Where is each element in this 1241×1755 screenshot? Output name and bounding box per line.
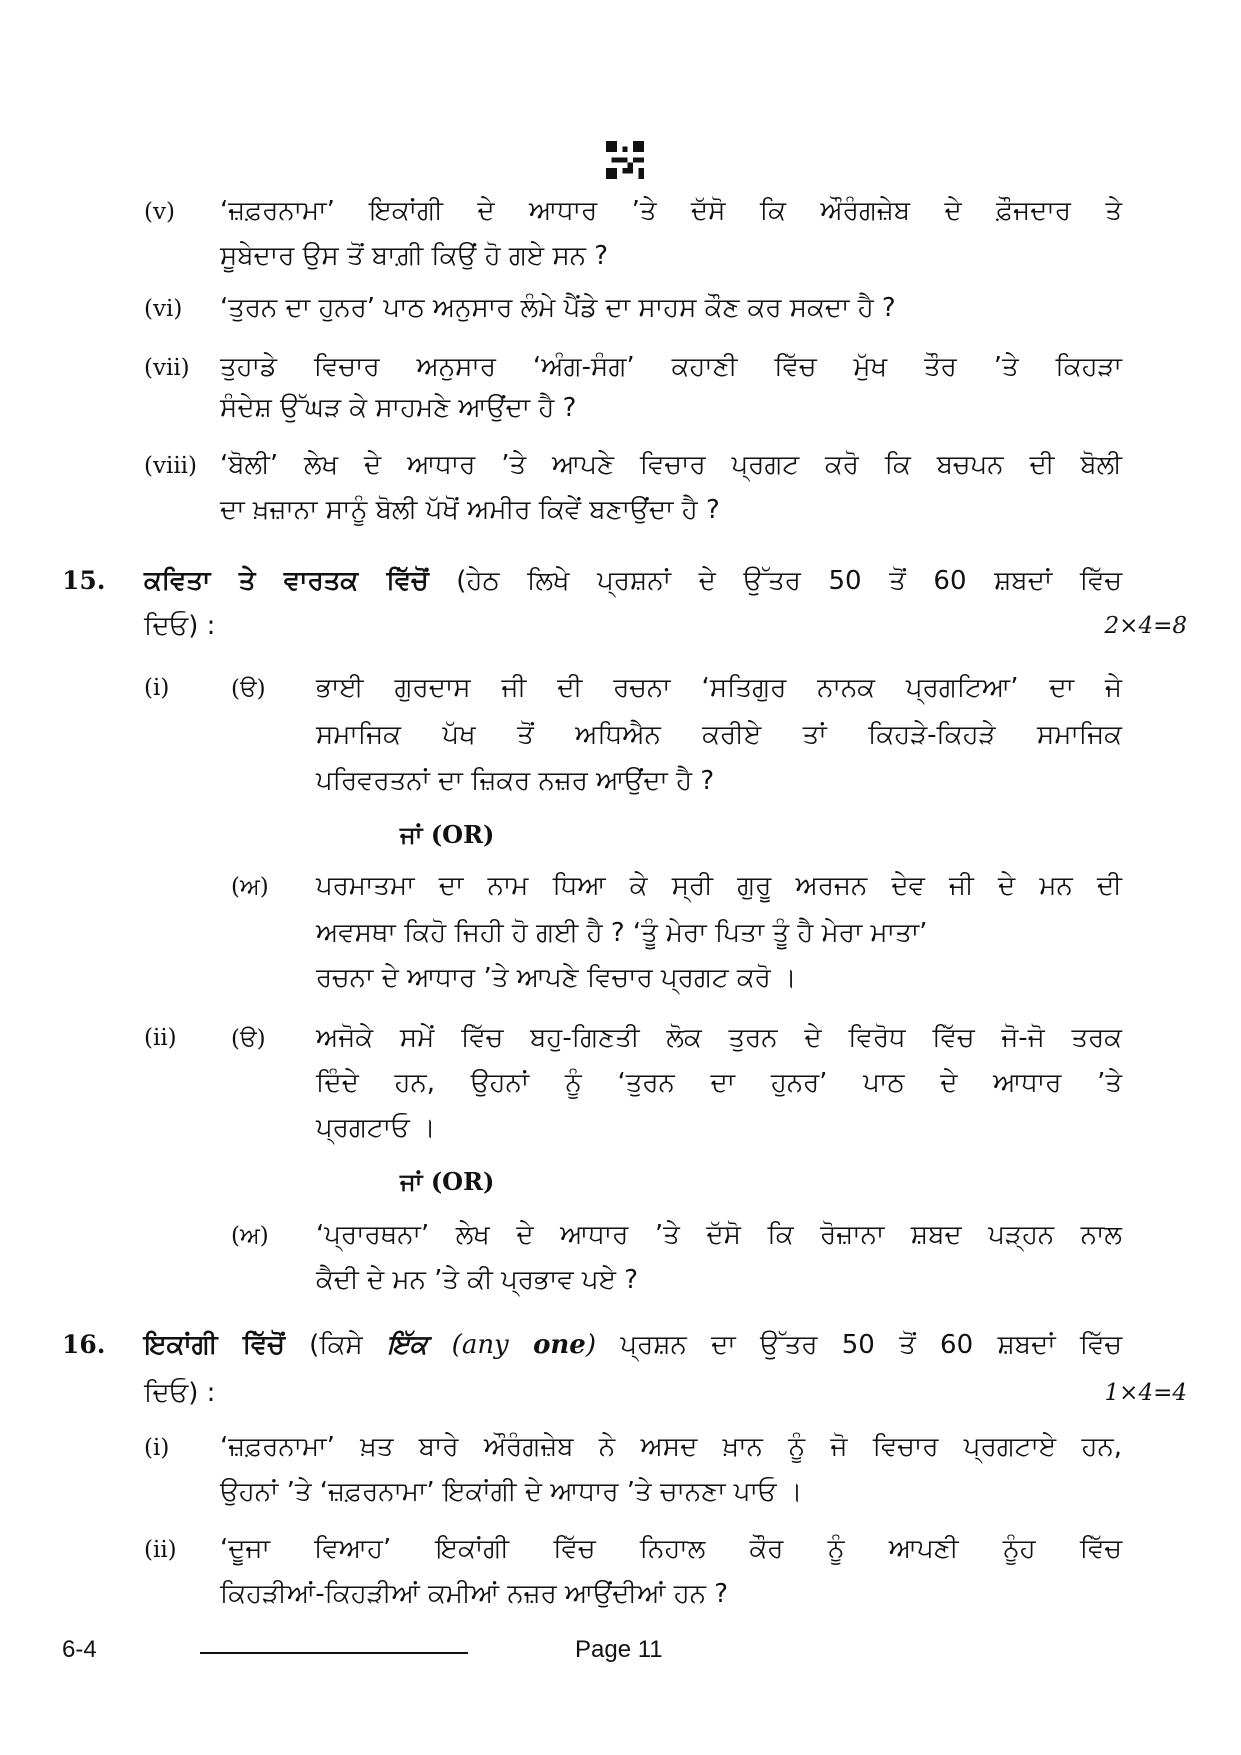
instruction-text: (ਕਿਸੇ <box>284 1330 388 1360</box>
question-label: (vii) <box>144 355 190 381</box>
question-label: (ਅ) <box>231 874 269 900</box>
qr-code-icon <box>606 141 644 179</box>
question-14-vii-line: ਤੁਹਾਡੇ ਵਿਚਾਰ ਅਨੁਸਾਰ ‘ਅੰਗ-ਸੰਗ’ ਕਹਾਣੀ ਵਿੱਚ ਮੁੱਖ ਤੌਰ ’ਤੇ ਕਿਹੜਾ <box>220 352 1122 382</box>
instruction-text: (ਹੇਠ ਲਿਖੇ ਪ੍ਰਸ਼ਨਾਂ ਦੇ ਉੱਤਰ 50 ਤੋਂ 60 ਸ਼ਬਦਾਂ ਵਿੱਚ <box>428 566 1122 596</box>
emphasis-one: one <box>533 1330 586 1360</box>
question-15-i-a-line: ਪਰਿਵਰਤਨਾਂ ਦਾ ਜ਼ਿਕਰ ਨਜ਼ਰ ਆਉਂਦਾ ਹੈ ? <box>316 766 715 796</box>
question-14-viii-line: ‘ਬੋਲੀ’ ਲੇਖ ਦੇ ਆਧਾਰ ’ਤੇ ਆਪਣੇ ਵਿਚਾਰ ਪ੍ਰਗਟ ਕਰੋ ਕਿ ਬਚਪਨ ਦੀ ਬੋਲੀ <box>220 450 1122 480</box>
question-16-instruction <box>144 1328 1122 1362</box>
question-label: (ਅ) <box>231 1223 269 1249</box>
question-number: 16. <box>62 1330 106 1359</box>
or-separator <box>400 818 494 852</box>
page-number: Page 11 <box>575 1636 663 1663</box>
question-15-ii-b-line: ਕੈਦੀ ਦੇ ਮਨ ’ਤੇ ਕੀ ਪ੍ਰਭਾਵ ਪਏ ? <box>316 1265 639 1295</box>
instruction-text: ਪ੍ਰਸ਼ਨ ਦਾ ਉੱਤਰ 50 ਤੋਂ 60 ਸ਼ਬਦਾਂ ਵਿੱਚ <box>596 1330 1123 1360</box>
question-16-i-line: ‘ਜ਼ਫ਼ਰਨਾਮਾ’ ਖ਼ਤ ਬਾਰੇ ਔਰੰਗਜ਼ੇਬ ਨੇ ਅਸਦ ਖ਼ਾਨ ਨੂੰ ਜੋ ਵਿਚਾਰ ਪ੍ਰਗਟਾਏ ਹਨ, <box>220 1432 1122 1462</box>
question-14-vi-line: ‘ਤੁਰਨ ਦਾ ਹੁਨਰ’ ਪਾਠ ਅਨੁਸਾਰ ਲੰਮੇ ਪੈਂਡੇ ਦਾ ਸਾਹਸ ਕੌਣ ਕਰ ਸਕਦਾ ਹੈ ? <box>220 293 896 323</box>
or-english: (OR) <box>430 820 495 849</box>
footer-divider <box>200 1652 468 1654</box>
question-14-viii-line: ਦਾ ਖ਼ਜ਼ਾਨਾ ਸਾਨੂੰ ਬੋਲੀ ਪੱਖੋਂ ਅਮੀਰ ਕਿਵੇਂ ਬਣਾਉਂਦਾ ਹੈ ? <box>220 495 720 525</box>
question-label: (ii) <box>144 1537 177 1563</box>
question-label: (v) <box>144 199 175 225</box>
question-label: (ੳ) <box>231 676 266 702</box>
marks: 2×4=8 <box>1104 613 1187 639</box>
question-label: (ii) <box>144 1025 177 1051</box>
question-label: (vi) <box>144 296 183 322</box>
question-15-ii-a-line: ਅਜੋਕੇ ਸਮੇਂ ਵਿੱਚ ਬਹੁ-ਗਿਣਤੀ ਲੋਕ ਤੁਰਨ ਦੇ ਵਿਰੋਧ ਵਿੱਚ ਜੋ-ਜੋ ਤਰਕ <box>316 1023 1122 1053</box>
paper-code: 6-4 <box>62 1636 97 1663</box>
or-punjabi: ਜਾਂ <box>400 821 423 849</box>
or-english: (OR) <box>430 1167 495 1196</box>
question-label: (viii) <box>144 453 198 479</box>
instruction-close: ) <box>585 1330 597 1360</box>
instruction-line2: ਦਿਓ) : <box>144 1378 216 1408</box>
marks: 1×4=4 <box>1104 1380 1187 1406</box>
question-16-i-line: ਉਹਨਾਂ ’ਤੇ ‘ਜ਼ਫ਼ਰਨਾਮਾ’ ਇਕਾਂਗੀ ਦੇ ਆਧਾਰ ’ਤੇ ਚਾਨਣਾ ਪਾਓ । <box>220 1477 803 1507</box>
or-punjabi: ਜਾਂ <box>400 1168 423 1196</box>
emphasis-one-punjabi: ਇੱਕ <box>387 1330 428 1360</box>
question-15-ii-b-line: ‘ਪ੍ਰਾਰਥਨਾ’ ਲੇਖ ਦੇ ਆਧਾਰ ’ਤੇ ਦੱਸੋ ਕਿ ਰੋਜ਼ਾਨਾ ਸ਼ਬਦ ਪੜ੍ਹਨ ਨਾਲ <box>316 1220 1122 1250</box>
question-15-i-b-line: ਰਚਨਾ ਦੇ ਆਧਾਰ ’ਤੇ ਆਪਣੇ ਵਿਚਾਰ ਪ੍ਰਗਟ ਕਰੋ । <box>316 963 797 993</box>
question-15-i-b-line: ਪਰਮਾਤਮਾ ਦਾ ਨਾਮ ਧਿਆ ਕੇ ਸ੍ਰੀ ਗੁਰੂ ਅਰਜਨ ਦੇਵ ਜੀ ਦੇ ਮਨ ਦੀ <box>316 871 1122 901</box>
question-15-i-b-line: ਅਵਸਥਾ ਕਿਹੋ ਜਿਹੀ ਹੋ ਗਈ ਹੈ ? ‘ਤੂੰ ਮੇਰਾ ਪਿਤਾ ਤੂੰ ਹੈ ਮੇਰਾ ਮਾਤਾ’ <box>316 918 928 948</box>
question-label: (i) <box>144 675 170 701</box>
question-label: (i) <box>144 1435 170 1461</box>
question-15-i-a-line: ਭਾਈ ਗੁਰਦਾਸ ਜੀ ਦੀ ਰਚਨਾ ‘ਸਤਿਗੁਰ ਨਾਨਕ ਪ੍ਰਗਟਿਆ’ ਦਾ ਜੇ <box>316 673 1122 703</box>
question-14-v-line: ਸੂਬੇਦਾਰ ਉਸ ਤੋਂ ਬਾਗ਼ੀ ਕਿਉਂ ਹੋ ਗਏ ਸਨ ? <box>220 241 609 271</box>
question-label: (ੳ) <box>231 1026 266 1052</box>
question-15-instruction <box>144 564 1122 598</box>
question-15-i-a-line: ਸਮਾਜਿਕ ਪੱਖ ਤੋਂ ਅਧਿਐਨ ਕਰੀਏ ਤਾਂ ਕਿਹੜੇ-ਕਿਹੜੇ ਸਮਾਜਿਕ <box>316 720 1122 750</box>
question-number: 15. <box>62 566 106 595</box>
question-16-ii-line: ‘ਦੂਜਾ ਵਿਆਹ’ ਇਕਾਂਗੀ ਵਿੱਚ ਨਿਹਾਲ ਕੌਰ ਨੂੰ ਆਪਣੀ ਨੂੰਹ ਵਿੱਚ <box>220 1534 1122 1564</box>
question-14-v-line: ‘ਜ਼ਫ਼ਰਨਾਮਾ’ ਇਕਾਂਗੀ ਦੇ ਆਧਾਰ ’ਤੇ ਦੱਸੋ ਕਿ ਔਰੰਗਜ਼ੇਬ ਦੇ ਫ਼ੌਜਦਾਰ ਤੇ <box>220 196 1122 226</box>
instruction-line2: ਦਿਓ) : <box>144 611 216 641</box>
instruction-any: (any <box>427 1330 534 1360</box>
question-16-ii-line: ਕਿਹੜੀਆਂ-ਕਿਹੜੀਆਂ ਕਮੀਆਂ ਨਜ਼ਰ ਆਉਂਦੀਆਂ ਹਨ ? <box>220 1579 729 1609</box>
section-heading: ਕਵਿਤਾ ਤੇ ਵਾਰਤਕ ਵਿੱਚੋਂ <box>144 566 429 596</box>
question-15-ii-a-line: ਦਿੰਦੇ ਹਨ, ਉਹਨਾਂ ਨੂੰ ‘ਤੁਰਨ ਦਾ ਹੁਨਰ’ ਪਾਠ ਦੇ ਆਧਾਰ ’ਤੇ <box>316 1068 1122 1098</box>
or-separator <box>400 1165 494 1199</box>
question-15-ii-a-line: ਪ੍ਰਗਟਾਓ । <box>316 1113 436 1143</box>
section-heading: ਇਕਾਂਗੀ ਵਿੱਚੋਂ <box>144 1330 285 1360</box>
question-14-vii-line: ਸੰਦੇਸ਼ ਉੱਘੜ ਕੇ ਸਾਹਮਣੇ ਆਉਂਦਾ ਹੈ ? <box>220 393 577 423</box>
